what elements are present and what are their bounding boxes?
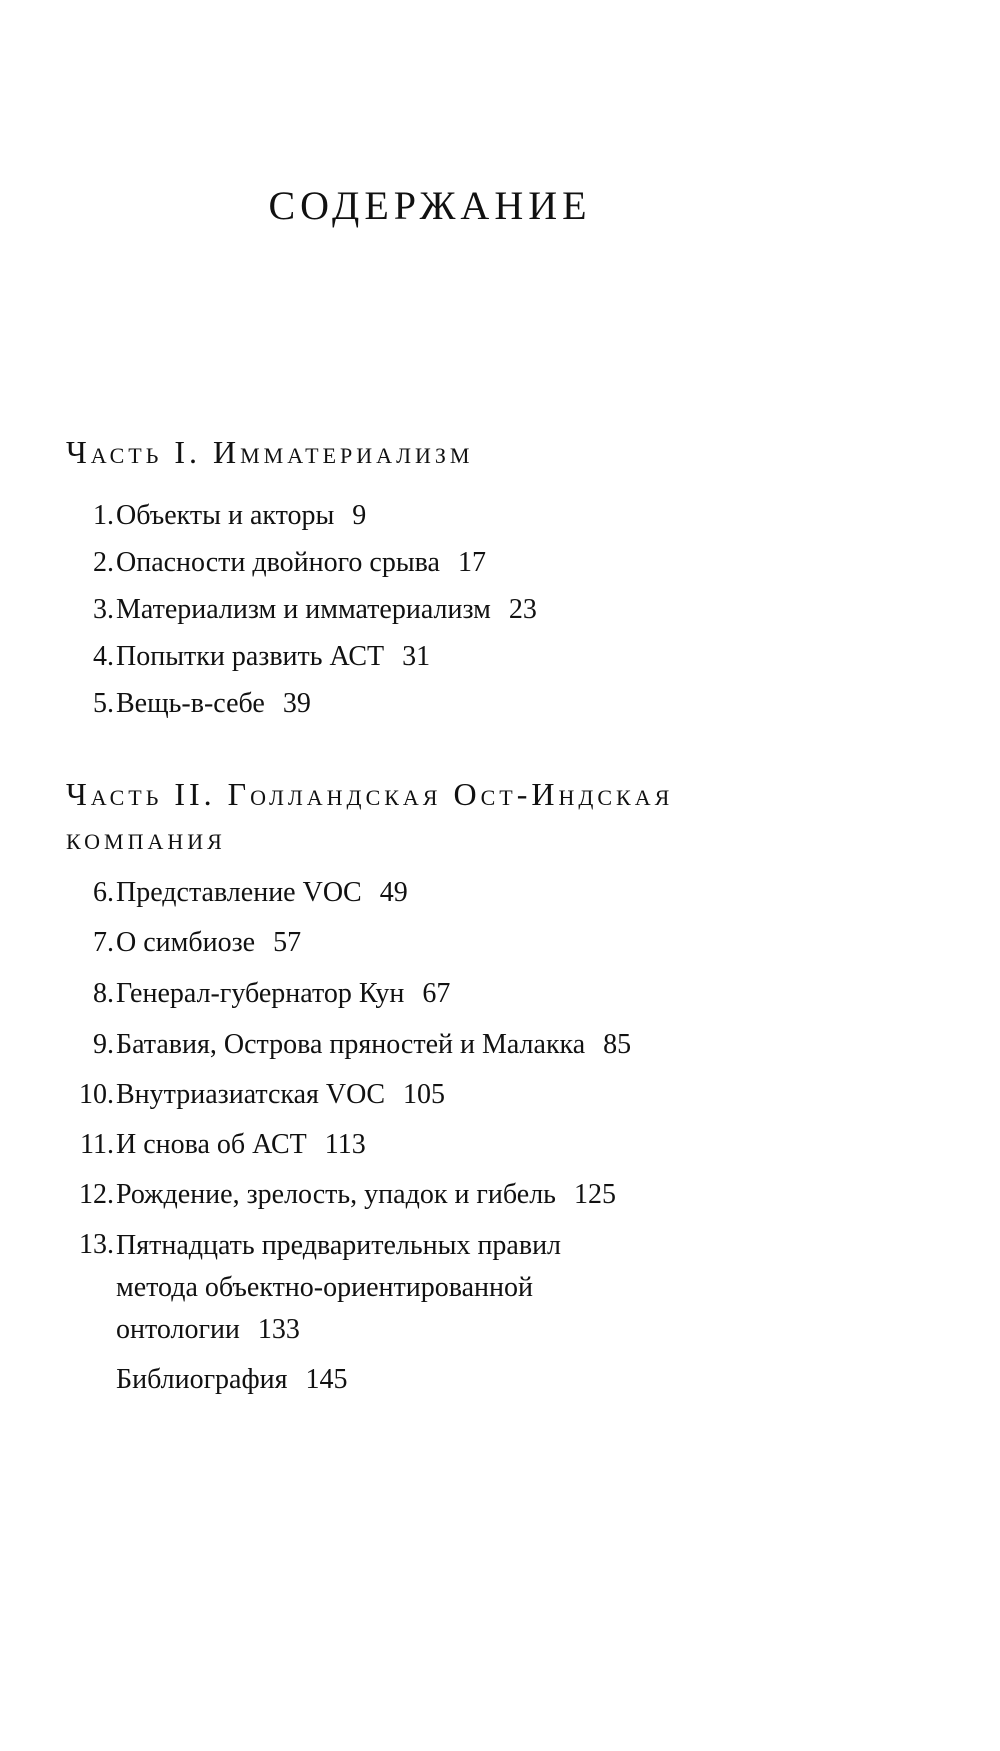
entry-number: 4.	[93, 641, 114, 672]
entry-page: 145	[305, 1364, 348, 1395]
part-2-title-line-2: компания	[66, 820, 226, 856]
entry-page: 23	[508, 594, 537, 625]
entry-title: Батавия, Острова пряностей и Малакка	[116, 1029, 586, 1060]
entry-title-line-3: онтологии	[116, 1314, 240, 1345]
entry-title: Представление VOC	[116, 877, 362, 908]
entry-title: Внутриазиатская VOC	[116, 1079, 386, 1110]
entry-page: 57	[273, 927, 302, 958]
entry-title: Материализм и имматериализм	[116, 594, 491, 625]
entry-number: 10.	[79, 1079, 114, 1110]
entry-title: Объекты и акторы	[116, 500, 335, 531]
entry-title: И снова об АСТ	[116, 1129, 307, 1160]
entry-number: 8.	[93, 978, 114, 1009]
entry-number: 5.	[93, 688, 114, 719]
entry-page: 85	[603, 1029, 632, 1060]
entry-number: 2.	[93, 547, 114, 578]
entry-number: 11.	[80, 1129, 114, 1160]
entry-page: 39	[282, 688, 311, 719]
entry-title: Библиография	[116, 1364, 288, 1395]
entry-title: О симбиозе	[116, 927, 256, 958]
entry-number: 7.	[93, 927, 114, 958]
page-title: СОДЕРЖАНИЕ	[268, 183, 592, 228]
entry-title: Попытки развить АСТ	[116, 641, 385, 672]
entry-page: 9	[352, 500, 367, 531]
part-2-title-line-1: Часть II. Голландская Ост-Индская	[66, 776, 674, 812]
entry-page: 125	[573, 1179, 616, 1210]
entry-page: 133	[257, 1314, 300, 1345]
entry-title: Опасности двойного срыва	[116, 547, 440, 578]
entry-number: 9.	[93, 1029, 114, 1060]
entry-page: 113	[324, 1129, 366, 1160]
entry-page: 17	[457, 547, 486, 578]
part-2-title	[66, 772, 866, 860]
entry-title: Рождение, зрелость, упадок и гибель	[116, 1179, 556, 1210]
entry-number: 3.	[93, 594, 114, 625]
entry-number: 12.	[79, 1179, 114, 1210]
entry-page: 105	[403, 1079, 446, 1110]
entry-title: Вещь-в-себе	[116, 688, 265, 719]
entry-page: 49	[379, 877, 408, 908]
entry-number: 1.	[93, 500, 114, 531]
entry-number: 6.	[93, 877, 114, 908]
entry-title-line-2: метода объектно-ориентированной	[116, 1272, 533, 1303]
entry-page: 31	[402, 641, 431, 672]
entry-title: Генерал-губернатор Кун	[116, 978, 405, 1009]
entry-title-line-1: Пятнадцать предварительных правил	[116, 1230, 562, 1261]
entry-number: 13.	[79, 1229, 114, 1260]
part-1-title: Часть I. Имматериализм	[66, 434, 474, 470]
entry-page: 67	[422, 978, 451, 1009]
